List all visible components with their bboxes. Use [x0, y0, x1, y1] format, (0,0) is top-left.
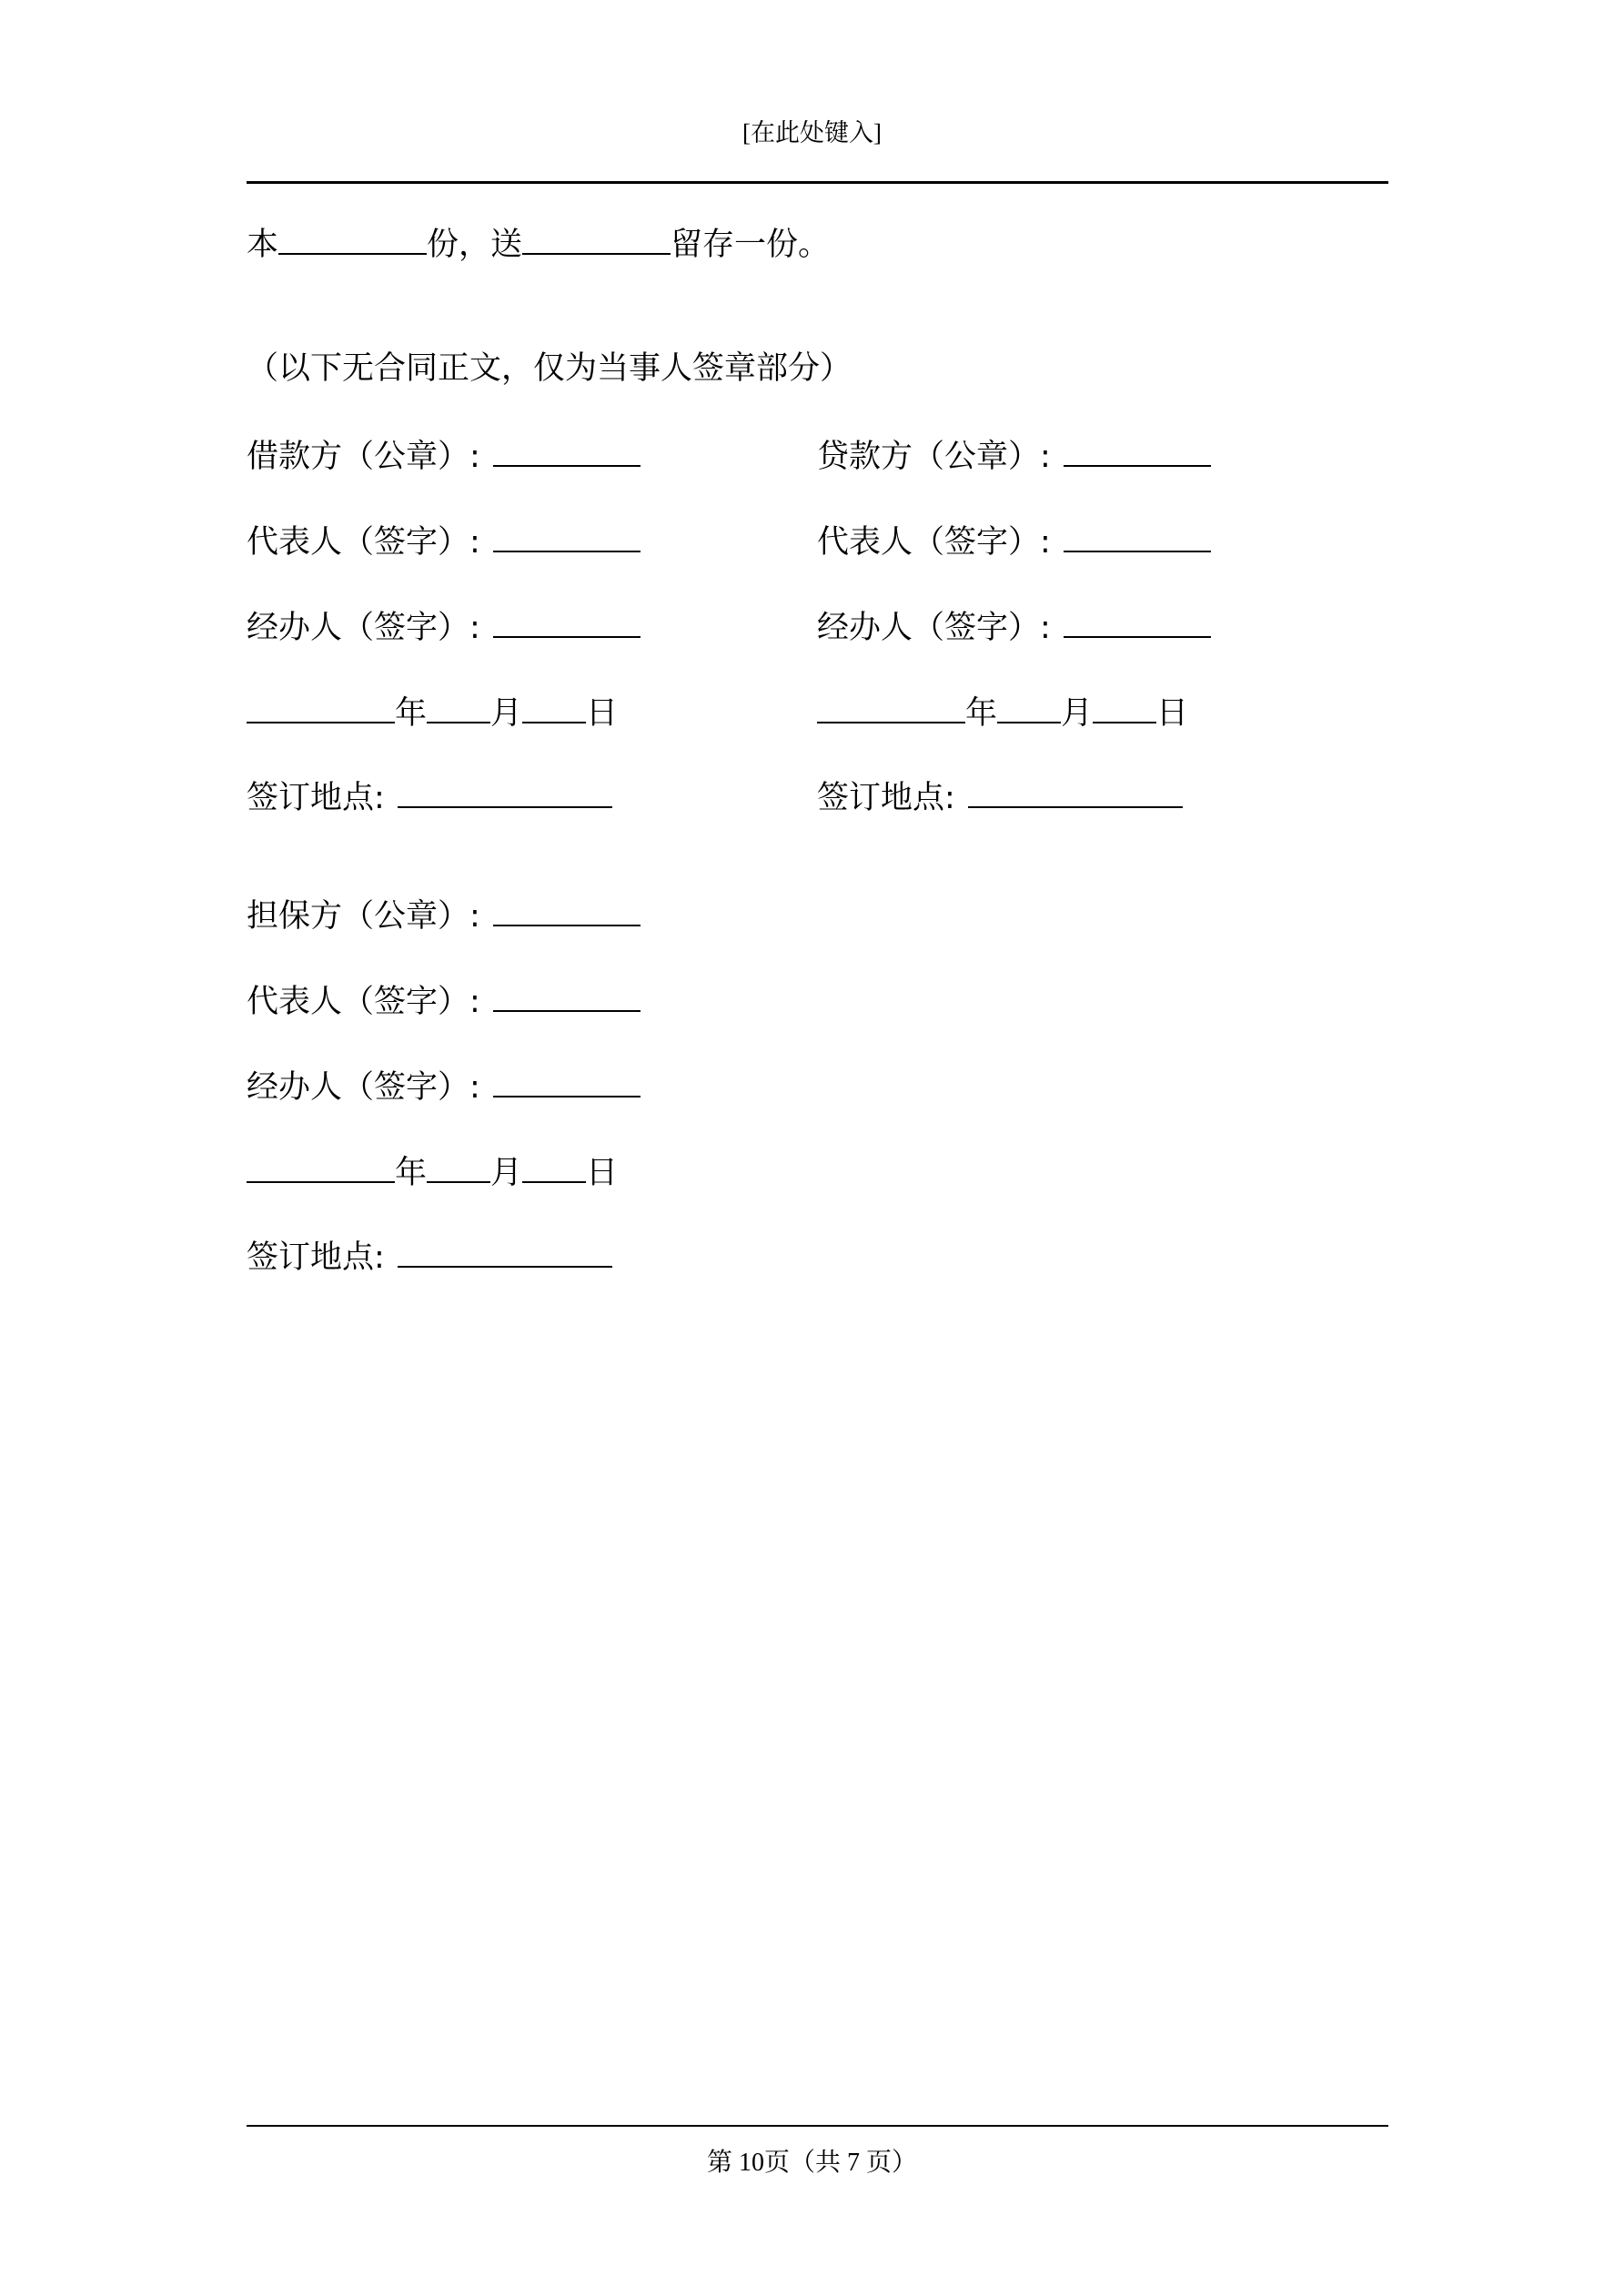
borrower-day-blank[interactable]: [522, 691, 586, 723]
lender-place-blank[interactable]: [968, 775, 1183, 808]
borrower-date-row: [247, 691, 618, 733]
guarantor-seal-blank[interactable]: [493, 894, 641, 926]
borrower-handler-label: 经办人（签字）:: [247, 610, 480, 646]
guarantor-representative-row: [247, 979, 641, 1022]
borrower-year-label: 年: [395, 695, 428, 732]
borrower-year-blank[interactable]: [247, 691, 395, 723]
borrower-handler-row: [247, 605, 641, 648]
borrower-handler-blank[interactable]: [493, 605, 641, 638]
guarantor-representative-label: 代表人（签字）:: [247, 984, 480, 1020]
lender-day-label: 日: [1156, 695, 1189, 732]
guarantor-day-blank[interactable]: [522, 1150, 586, 1183]
copies-text-2: 份，送: [427, 227, 523, 263]
lender-year-label: 年: [965, 695, 998, 732]
footer-divider: [247, 2125, 1388, 2127]
guarantor-handler-blank[interactable]: [493, 1065, 641, 1097]
lender-representative-blank[interactable]: [1064, 520, 1211, 552]
borrower-party-row: [247, 434, 641, 477]
lender-day-blank[interactable]: [1093, 691, 1156, 723]
borrower-place-label: 签订地点:: [247, 780, 385, 816]
lender-handler-label: 经办人（签字）:: [817, 610, 1051, 646]
guarantor-place-row: [247, 1235, 612, 1278]
guarantor-date-row: [247, 1150, 618, 1193]
guarantor-day-label: 日: [586, 1155, 619, 1191]
copies-text-3: 留存一份。: [671, 227, 831, 263]
guarantor-representative-blank[interactable]: [493, 979, 641, 1012]
guarantor-year-blank[interactable]: [247, 1150, 395, 1183]
lender-representative-row: [817, 520, 1211, 562]
copies-sentence: [247, 222, 830, 265]
lender-handler-row: [817, 605, 1211, 648]
guarantor-party-label: 担保方（公章）:: [247, 898, 480, 935]
borrower-representative-blank[interactable]: [493, 520, 641, 552]
borrower-month-label: 月: [490, 695, 523, 732]
borrower-place-row: [247, 775, 612, 818]
borrower-day-label: 日: [586, 695, 619, 732]
lender-place-label: 签订地点:: [817, 780, 955, 816]
guarantor-handler-label: 经办人（签字）:: [247, 1069, 480, 1106]
borrower-representative-row: [247, 520, 641, 562]
lender-month-label: 月: [1061, 695, 1094, 732]
guarantor-handler-row: [247, 1065, 641, 1108]
page-header: [在此处键入]: [742, 119, 882, 147]
lender-party-row: [817, 434, 1211, 477]
copies-count-blank[interactable]: [278, 222, 427, 255]
borrower-place-blank[interactable]: [398, 775, 612, 808]
guarantor-place-blank[interactable]: [398, 1235, 612, 1268]
borrower-seal-blank[interactable]: [493, 434, 641, 467]
lender-seal-blank[interactable]: [1064, 434, 1211, 467]
guarantor-party-row: [247, 894, 641, 936]
guarantor-month-blank[interactable]: [427, 1150, 490, 1183]
copies-recipient-blank[interactable]: [522, 222, 671, 255]
borrower-party-label: 借款方（公章）:: [247, 439, 480, 475]
lender-year-blank[interactable]: [817, 691, 965, 723]
signature-section-note: （以下无合同正文，仅为当事人签章部分）: [247, 350, 852, 387]
copies-text-1: 本: [247, 227, 279, 263]
page-footer: 第 10页（共 7 页）: [706, 2149, 917, 2177]
lender-party-label: 贷款方（公章）:: [817, 439, 1051, 475]
lender-place-row: [817, 775, 1183, 818]
lender-month-blank[interactable]: [997, 691, 1061, 723]
header-divider: [247, 181, 1388, 184]
lender-date-row: [817, 691, 1188, 733]
guarantor-month-label: 月: [490, 1155, 523, 1191]
lender-representative-label: 代表人（签字）:: [817, 524, 1051, 561]
borrower-month-blank[interactable]: [427, 691, 490, 723]
guarantor-place-label: 签订地点:: [247, 1239, 385, 1276]
lender-handler-blank[interactable]: [1064, 605, 1211, 638]
borrower-representative-label: 代表人（签字）:: [247, 524, 480, 561]
guarantor-year-label: 年: [395, 1155, 428, 1191]
